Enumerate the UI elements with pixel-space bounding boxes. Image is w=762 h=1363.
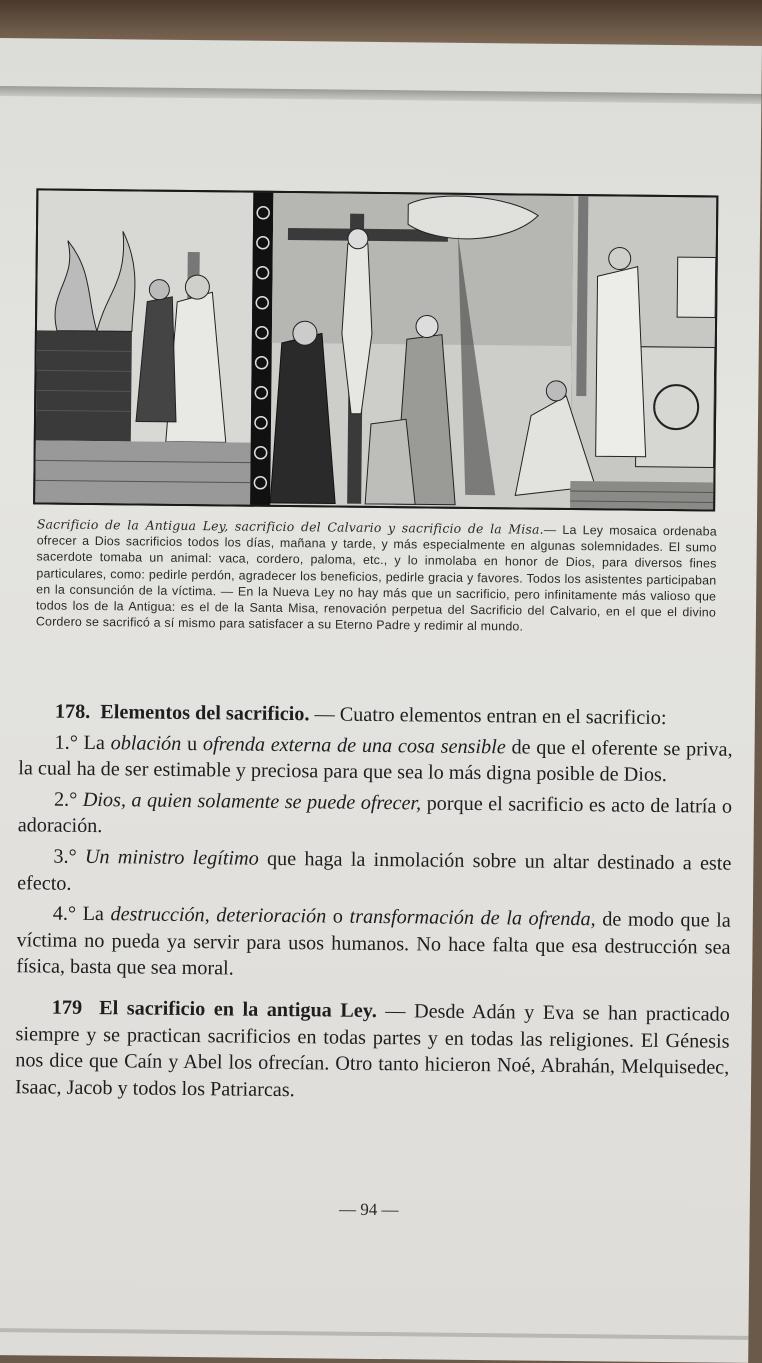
caption-text: — La Ley mosaica ordenaba ofrecer a Dios sacrificios todos los días, mañana y tarde, y más especialmente en algunas solemnidades. El sumo sacerdote tomaba un animal: vaca, cordero, paloma, etc., y lo inmolaba en honor de Dios, para diversos fines particulares, como: pedirle perdón, agradecer los beneficios, pedirle gracia y favores. Todos los asistentes participaban en la consunción de la víctima. — En la Nueva Ley no hay más que un sacrificio, pero infinitamente más valioso que todos los de la Antigua: es el de la Santa Misa, renovación perpetua del Sacrificio del Calvario, en el que el divino Cordero se sacrificó a sí mismo para satisfacer a su Eterno Padre y redimir al mundo. [35, 522, 717, 634]
item-italic: ofrenda externa de una cosa sensible [202, 732, 506, 758]
item-text: u [181, 732, 204, 755]
item-number: 4.° [52, 902, 77, 926]
item-italic: Dios, a quien solamente se puede ofrecer, [77, 788, 422, 815]
item-text: que haga la inmolación sobre un altar destinado a este efecto. [17, 847, 732, 895]
section-number: 179 [51, 996, 83, 1019]
list-item [16, 900, 731, 987]
list-item [18, 729, 733, 790]
section-178-heading-paragraph [19, 698, 733, 732]
item-italic: transformación de la ofrenda, [349, 905, 596, 931]
item-text: o [326, 905, 350, 928]
page-number: — 94 — [338, 1199, 399, 1220]
section-heading: Elementos del sacrificio. [100, 701, 310, 726]
item-text: La [77, 731, 111, 754]
book-page [0, 38, 762, 1363]
section-intro: — Cuatro elementos entran en el sacrificio: [309, 703, 667, 730]
item-text: La [75, 903, 111, 926]
item-italic: Un ministro legítimo [76, 845, 259, 870]
item-italic: oblación [110, 731, 182, 755]
item-number: 3.° [53, 845, 77, 868]
illustration-drawing [35, 190, 716, 509]
main-text [15, 698, 733, 1112]
item-number: 1.° [54, 731, 78, 754]
item-italic: destrucción, deterioración [110, 903, 327, 928]
item-text: de que el oferente se priva, la cual ha de ser estimable y preciosa para que sea lo más digna posible de Dios. [18, 735, 733, 787]
page-bottom-edge [0, 1328, 748, 1340]
item-number: 2.° [53, 788, 78, 811]
section-heading: El sacrificio en la antigua Ley. [99, 997, 377, 1022]
list-item [18, 786, 733, 847]
illustration-caption [36, 516, 717, 637]
list-item [17, 843, 732, 904]
caption-title: Sacrificio de la Antigua Ley, sacrificio del Calvario y sacrificio de la Misa. [36, 516, 544, 537]
item-text: de modo que la víctima no pueda ya servir para usos humanos. No hace falta que esa destrucción sea física, basta que sea moral. [16, 908, 731, 980]
section-number: 178. [54, 700, 91, 723]
section-text: — Desde Adán y Eva se han practicado siempre y se practican sacrificios en todas partes y en todas las religiones. El Génesis nos dice que Caín y Abel los ofrecían. Otro tanto hicieron Noé, Abrahán, Melquisedec, Isaac, Jacob y todos los Patriarcas. [14, 999, 730, 1101]
section-179-paragraph [15, 994, 730, 1108]
engraving-illustration [33, 188, 718, 511]
page-edge [0, 86, 761, 104]
item-text: porque el sacrificio es acto de latría o adoración. [17, 792, 733, 838]
